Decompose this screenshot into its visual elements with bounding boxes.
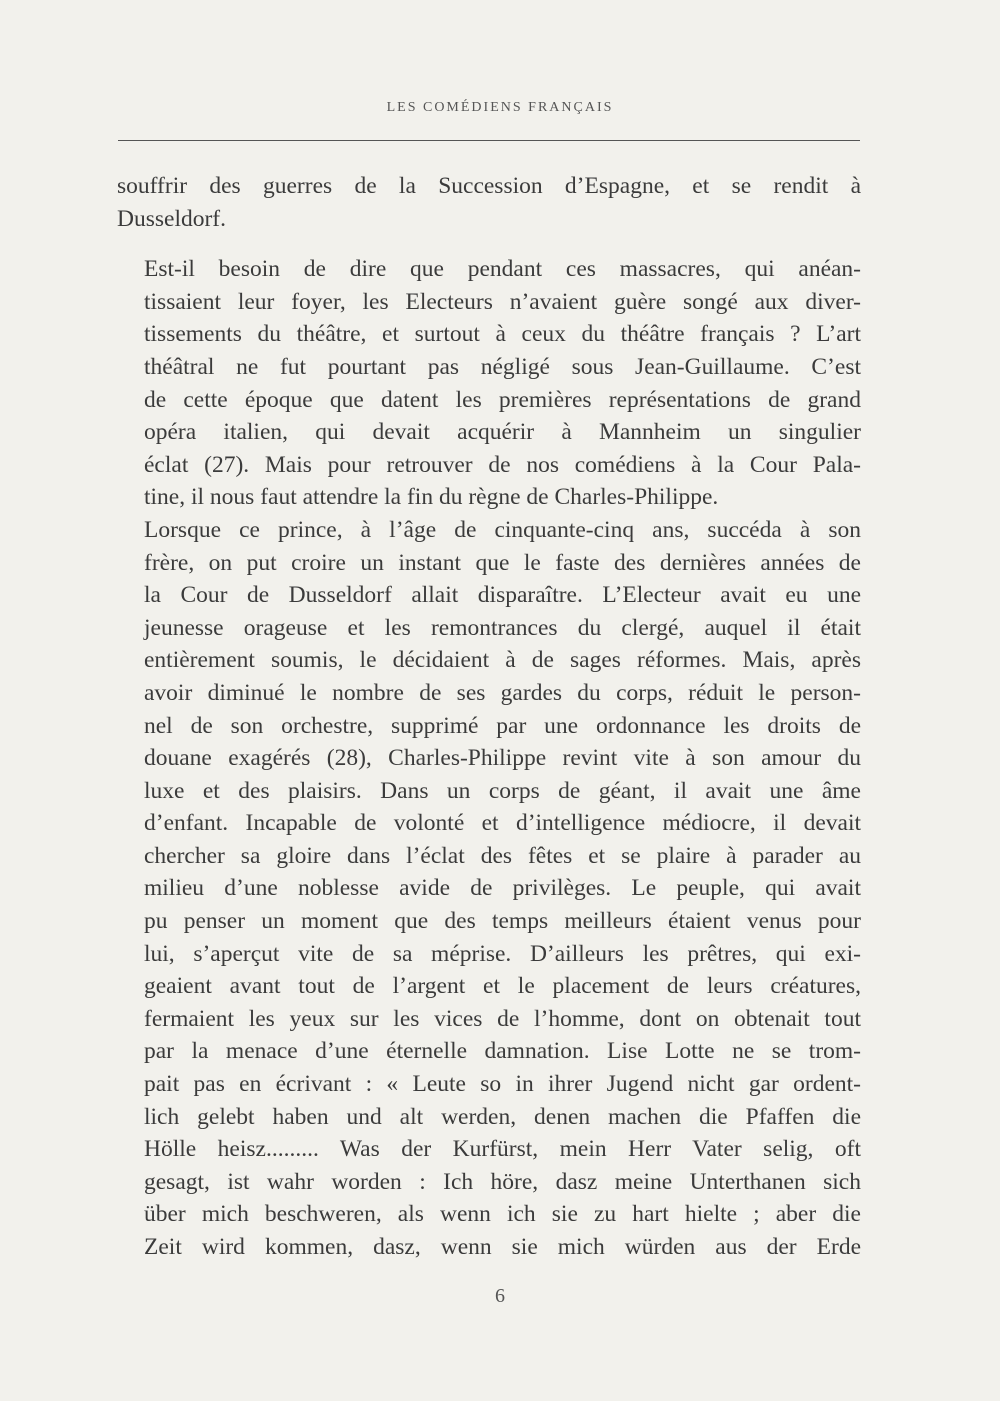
text-line: souffrir des guerres de la Succession d’Espagne, et se rendit à bbox=[117, 173, 861, 199]
text-line: la Cour de Dusseldorf allait disparaître. L’Electeur avait eu une bbox=[144, 582, 861, 609]
text-line: pu penser un moment que des temps meilleurs étaient venus pour bbox=[144, 908, 861, 935]
text-line: opéra italien, qui devait acquérir à Mannheim un singulier bbox=[144, 419, 861, 446]
text-line: lich gelebt haben und alt werden, denen machen die Pfaffen die bbox=[144, 1103, 861, 1130]
text-line: geaient avant tout de l’argent et le placement de leurs créatures, bbox=[144, 973, 861, 1000]
text-line: par la menace d’une éternelle damnation. Lise Lotte ne se trom- bbox=[144, 1038, 861, 1065]
paragraph-3 bbox=[117, 514, 861, 1264]
text-line: douane exagérés (28), Charles-Philippe revint vite à son amour du bbox=[144, 745, 861, 772]
text-line: luxe et des plaisirs. Dans un corps de géant, il avait une âme bbox=[144, 777, 861, 804]
text-line: tine, il nous faut attendre la fin du règne de Charles-Philippe. bbox=[144, 484, 719, 511]
text-line: chercher sa gloire dans l’éclat des fêtes et se plaire à parader au bbox=[144, 842, 861, 869]
body-text bbox=[117, 170, 861, 1264]
text-line: de cette époque que datent les premières représentations de grand bbox=[144, 386, 861, 413]
text-line: fermaient les yeux sur les vices de l’homme, dont on obtenait tout bbox=[144, 1005, 861, 1032]
text-line: Dusseldorf. bbox=[117, 205, 226, 232]
text-line: d’enfant. Incapable de volonté et d’intelligence médiocre, il devait bbox=[144, 810, 861, 837]
paragraph-2 bbox=[117, 253, 861, 514]
text-line: Est-il besoin de dire que pendant ces massacres, qui anéan- bbox=[144, 256, 861, 283]
text-line: Zeit wird kommen, dasz, wenn sie mich würden aus der Erde bbox=[144, 1234, 861, 1260]
text-line: entièrement soumis, le décidaient à de sages réformes. Mais, après bbox=[144, 647, 861, 674]
text-line: tissaient leur foyer, les Electeurs n’avaient guère songé aux diver- bbox=[144, 288, 861, 315]
page-number: 6 bbox=[495, 1285, 505, 1307]
text-line: avoir diminué le nombre de ses gardes du corps, réduit le person- bbox=[144, 679, 861, 706]
text-line: théâtral ne fut pourtant pas négligé sous Jean-Guillaume. C’est bbox=[144, 353, 861, 380]
text-line: lui, s’aperçut vite de sa méprise. D’ailleurs les prêtres, qui exi- bbox=[144, 940, 861, 967]
text-line: pait pas en écrivant : « Leute so in ihrer Jugend nicht gar ordent- bbox=[144, 1071, 861, 1098]
text-line: tissements du théâtre, et surtout à ceux du théâtre français ? L’art bbox=[144, 321, 861, 348]
text-line: éclat (27). Mais pour retrouver de nos comédiens à la Cour Pala- bbox=[144, 451, 861, 478]
text-line: über mich beschweren, als wenn ich sie zu hart hielte ; aber die bbox=[144, 1201, 861, 1228]
running-title: LES COMÉDIENS FRANÇAIS bbox=[386, 100, 614, 115]
text-line: gesagt, ist wahr worden : Ich höre, dasz meine Unterthanen sich bbox=[144, 1168, 861, 1195]
header-rule bbox=[118, 140, 860, 141]
text-line: jeunesse orageuse et les remontrances du clergé, auquel il était bbox=[144, 614, 861, 641]
text-line: nel de son orchestre, supprimé par une ordonnance les droits de bbox=[144, 712, 861, 739]
text-line: Lorsque ce prince, à l’âge de cinquante-cinq ans, succéda à son bbox=[144, 516, 861, 543]
text-line: Hölle heisz......... Was der Kurfürst, mein Herr Vater selig, oft bbox=[144, 1136, 861, 1163]
paragraph-1 bbox=[117, 170, 861, 235]
text-line: milieu d’une noblesse avide de privilèges. Le peuple, qui avait bbox=[144, 875, 861, 902]
text-line: frère, on put croire un instant que le faste des dernières années de bbox=[144, 549, 861, 576]
